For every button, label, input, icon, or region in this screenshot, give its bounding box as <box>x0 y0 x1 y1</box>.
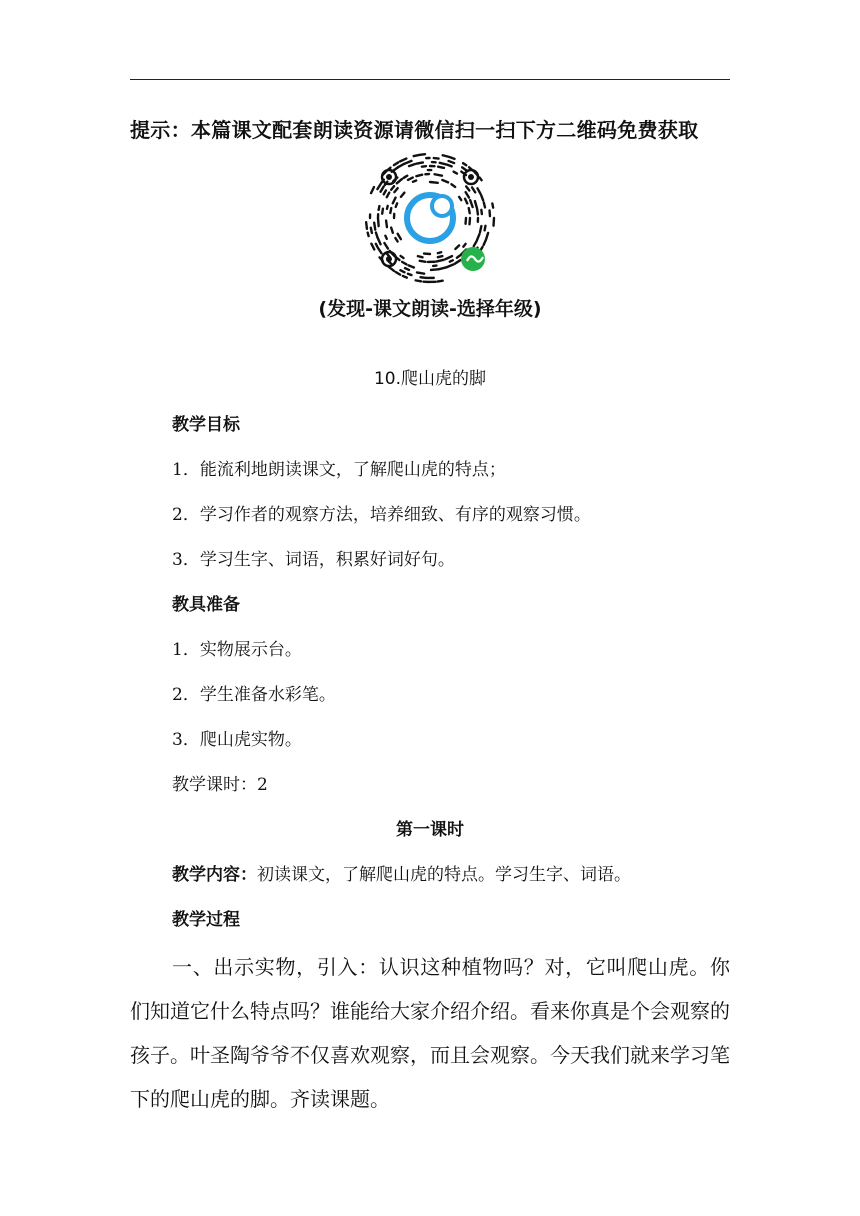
class-periods: 教学课时：2 <box>172 775 268 795</box>
tool-item: 3．爬山虎实物。 <box>172 730 302 750</box>
top-rule <box>130 79 730 80</box>
tool-item: 2．学生准备水彩笔。 <box>172 685 336 705</box>
goal-item: 3．学习生字、词语，积累好词好句。 <box>172 550 455 570</box>
teaching-content-text: 初读课文，了解爬山虎的特点。学习生字、词语。 <box>257 865 631 885</box>
lesson-title: 10.爬山虎的脚 <box>373 369 487 389</box>
qr-caption: (发现-课文朗读-选择年级) <box>318 298 542 320</box>
process-paragraph: 一、出示实物，引入：认识这种植物吗？对，它叫爬山虎。你们知道它什么特点吗？谁能给大家介绍介绍。看来你真是个会观察的孩子。叶圣陶爷爷不仅喜欢观察，而且会观察。今天我们就来学习笔下的爬山虎的脚。齐读课题。 <box>130 955 730 1111</box>
qr-code[interactable] <box>363 151 497 285</box>
goal-item: 1．能流利地朗读课文，了解爬山虎的特点； <box>172 460 506 480</box>
teaching-content <box>172 860 631 885</box>
section-title: 第一课时 <box>396 820 464 840</box>
process-heading: 教学过程 <box>172 910 240 930</box>
tool-item: 1．实物展示台。 <box>172 640 302 660</box>
teaching-content-label: 教学内容： <box>172 865 257 885</box>
goal-item: 2．学习作者的观察方法，培养细致、有序的观察习惯。 <box>172 505 591 525</box>
qr-code-icon <box>363 151 497 285</box>
goals-heading: 教学目标 <box>172 415 240 435</box>
tools-heading: 教具准备 <box>172 595 240 615</box>
qr-hint-text: 提示：本篇课文配套朗读资源请微信扫一扫下方二维码免费获取 <box>130 118 699 142</box>
